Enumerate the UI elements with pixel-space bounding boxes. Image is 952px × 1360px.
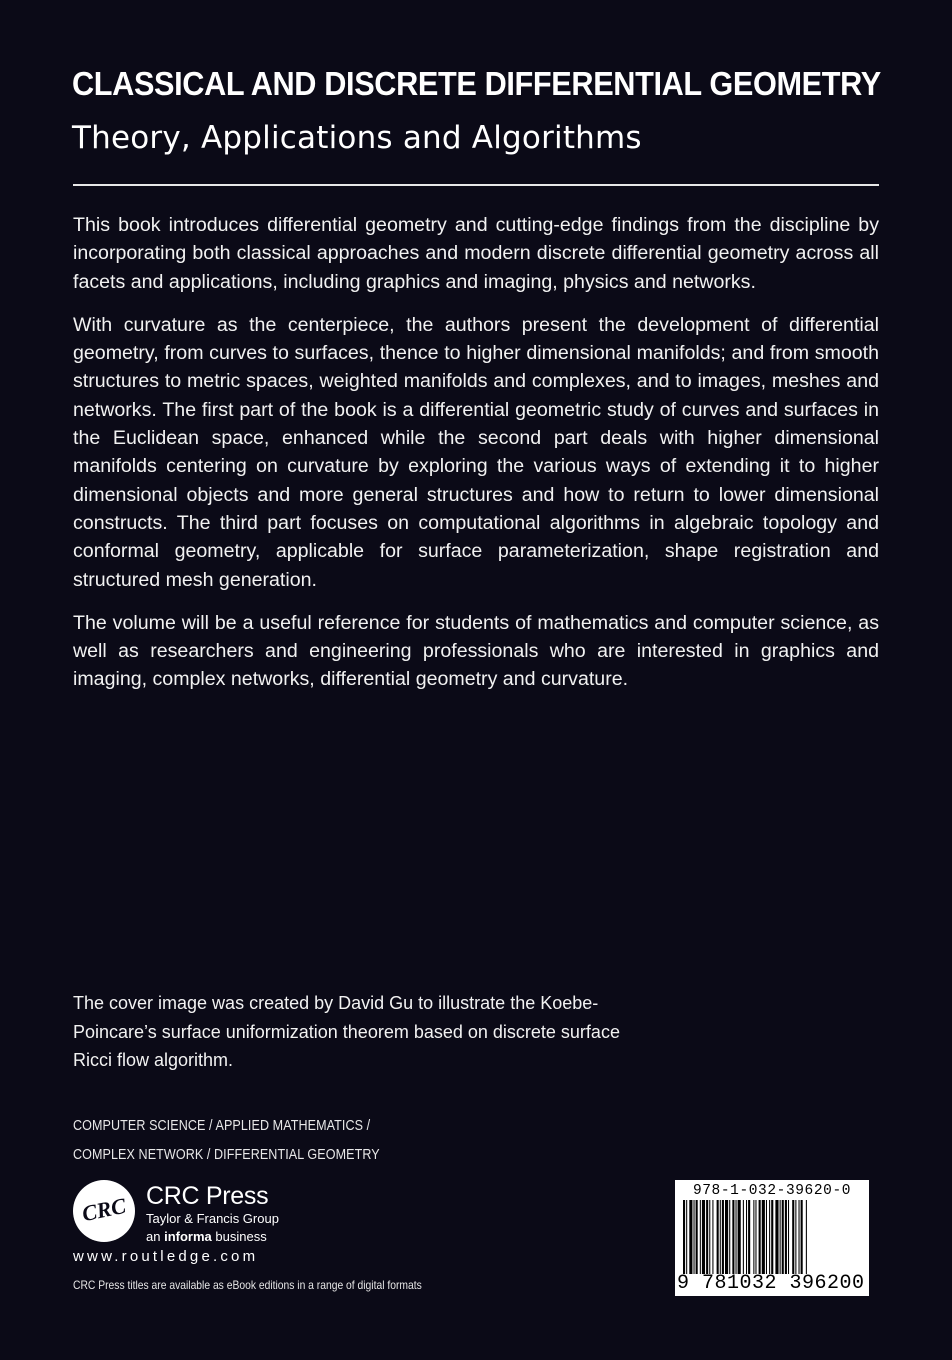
publisher-group: Taylor & Francis Group bbox=[146, 1211, 279, 1226]
category-line: COMPLEX NETWORK / DIFFERENTIAL GEOMETRY bbox=[73, 1147, 380, 1163]
barcode-bar bbox=[769, 1200, 770, 1274]
isbn-number: 978-1-032-39620-0 bbox=[692, 1183, 852, 1199]
barcode-bar bbox=[748, 1200, 750, 1274]
book-subtitle: Theory, Applications and Algorithms bbox=[72, 120, 642, 156]
description-paragraph: With curvature as the centerpiece, the authors present the development of differential geometry, from curves to surfaces, thence to higher dimensional manifolds; and from smooth structures to metric spaces, weighted manifolds and complexes, and to images, meshes and networks. The first part of the book is a differential geometric study of curves and surfaces in the Euclidean space, enhanced while the second part deals with higher dimensional manifolds centering on curvature by exploring the various ways of extending it to higher dimensional objects and more general structures and how to return to lower dimensional constructs. The third part focuses on computational algorithms in algebraic topology and conformal geometry, applicable for surface parameterization, shape registration and structured mesh generation. bbox=[73, 313, 879, 591]
barcode-bar bbox=[732, 1200, 734, 1274]
barcode-bar bbox=[696, 1200, 698, 1274]
publisher-website[interactable]: www.routledge.com bbox=[73, 1248, 259, 1265]
crc-logo-text: CRC bbox=[79, 1192, 129, 1227]
barcode-bar bbox=[775, 1200, 778, 1274]
barcode-bar bbox=[762, 1200, 765, 1274]
barcode-bar bbox=[712, 1200, 713, 1274]
barcode-bar bbox=[686, 1200, 687, 1274]
description-paragraph: The volume will be a useful reference for students of mathematics and computer science, as well as researchers and engineering professionals who are interested in graphics and imaging, complex networks, differential geometry and curvature. bbox=[73, 611, 879, 691]
ebook-availability-note: CRC Press titles are available as eBook editions in a range of digital formats bbox=[73, 1278, 422, 1292]
barcode-bar bbox=[759, 1200, 761, 1274]
barcode-digits: 9 781032 396200 bbox=[677, 1272, 865, 1295]
barcode-bar bbox=[801, 1200, 803, 1274]
barcode-bar bbox=[788, 1200, 789, 1274]
business-name: informa bbox=[164, 1229, 212, 1244]
barcode-bar bbox=[689, 1200, 692, 1274]
barcode-bar bbox=[792, 1200, 794, 1274]
barcode-bar bbox=[683, 1200, 685, 1274]
barcode-bar bbox=[736, 1200, 737, 1274]
description-paragraph: This book introduces differential geometry and cutting-edge findings from the discipline by incorporating both classical approaches and modern discrete differential geometry across all facets and applications, including graphics and imaging, physics and networks. bbox=[73, 214, 879, 293]
barcode-bar bbox=[706, 1200, 708, 1274]
barcode-bar bbox=[782, 1200, 784, 1274]
barcode-bars bbox=[683, 1200, 861, 1274]
barcode-bar bbox=[755, 1200, 756, 1274]
crc-logo-icon bbox=[73, 1180, 135, 1242]
barcode-bar bbox=[806, 1200, 807, 1274]
barcode-bar bbox=[709, 1200, 710, 1274]
barcode-bar bbox=[725, 1200, 728, 1274]
barcode-bar bbox=[700, 1200, 701, 1274]
barcode-bar bbox=[780, 1200, 781, 1274]
barcode-bar bbox=[743, 1200, 744, 1274]
publisher-business bbox=[146, 1228, 267, 1245]
barcode-bar bbox=[795, 1200, 796, 1274]
barcode-bar bbox=[722, 1200, 724, 1274]
business-prefix: an bbox=[146, 1229, 161, 1244]
isbn-barcode bbox=[675, 1180, 869, 1296]
barcode-bar bbox=[766, 1200, 767, 1274]
cover-image-caption: The cover image was created by David Gu to illustrate the Koebe-Poincare’s surface uniformization theorem based on discrete surface Ricci flow algorithm. bbox=[73, 993, 620, 1070]
title-divider bbox=[73, 184, 879, 186]
book-title: CLASSICAL AND DISCRETE DIFFERENTIAL GEOMETRY bbox=[72, 65, 881, 102]
barcode-bar bbox=[753, 1200, 754, 1274]
barcode-bar bbox=[729, 1200, 730, 1274]
category-line: COMPUTER SCIENCE / APPLIED MATHEMATICS / bbox=[73, 1118, 371, 1134]
subject-categories bbox=[73, 1112, 380, 1170]
barcode-bar bbox=[702, 1200, 705, 1274]
barcode-bar bbox=[717, 1200, 719, 1274]
book-description bbox=[73, 211, 879, 709]
barcode-bar bbox=[771, 1200, 773, 1274]
barcode-bar bbox=[720, 1200, 721, 1274]
barcode-bar bbox=[799, 1200, 800, 1274]
business-suffix: business bbox=[215, 1229, 267, 1244]
barcode-bar bbox=[694, 1200, 695, 1274]
barcode-bar bbox=[738, 1200, 741, 1274]
barcode-bar bbox=[746, 1200, 747, 1274]
publisher-name: CRC Press bbox=[146, 1182, 269, 1210]
barcode-bar bbox=[785, 1200, 787, 1274]
